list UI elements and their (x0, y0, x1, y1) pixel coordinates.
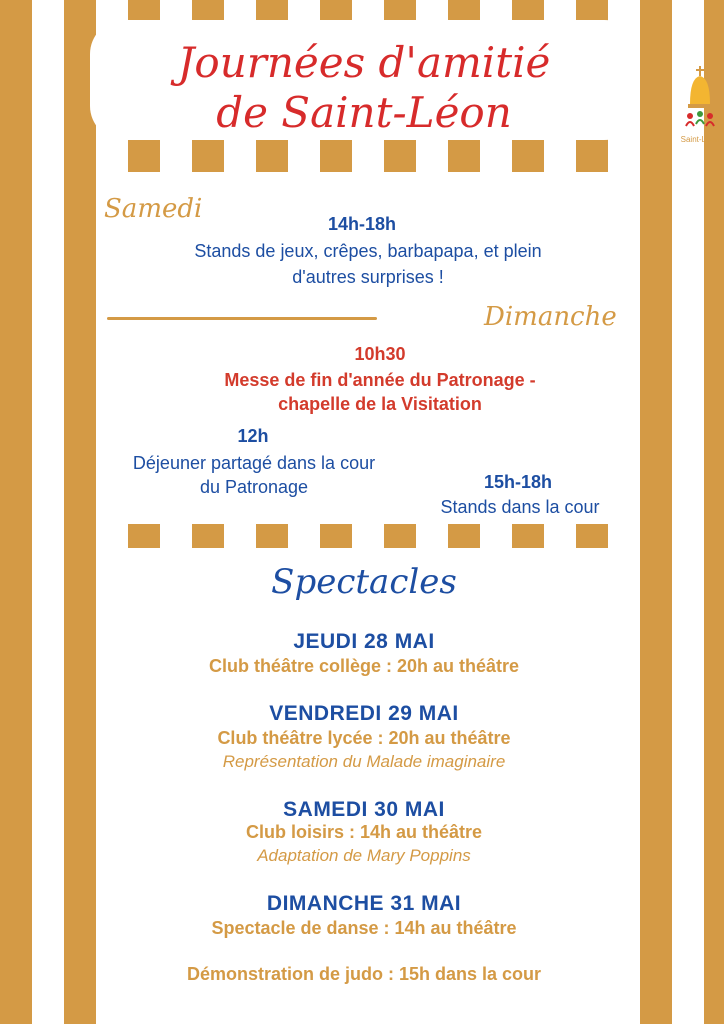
saturday-desc-1: Stands de jeux, crêpes, barbapapa, et plein (194, 241, 542, 261)
show-event-4: Spectacle de danse : 14h au théâtre (211, 918, 517, 938)
spectacles-panel (108, 548, 620, 1024)
logo-text: Saint-Léon (680, 135, 720, 144)
show-date-2: VENDREDI 29 MAI (269, 702, 459, 725)
church-dome-icon (676, 64, 724, 134)
show-date-4: DIMANCHE 31 MAI (266, 892, 462, 915)
spectacles-heading: Spectacles (271, 562, 457, 602)
title-line-2: de Saint-Léon (216, 88, 512, 137)
lunch-line-2: du Patronage (199, 477, 309, 497)
stands-time: 15h-18h (483, 472, 553, 492)
lunch-time: 12h (237, 426, 269, 446)
mass-line-1: Messe de fin d'année du Patronage - (224, 370, 536, 390)
lunch-line-1: Déjeuner partagé dans la cour (132, 453, 376, 473)
saturday-heading: Samedi (104, 194, 203, 224)
sunday-heading: Dimanche (484, 302, 617, 332)
show-event-3: Club loisirs : 14h au théâtre (245, 822, 483, 842)
show-date-3: SAMEDI 30 MAI (283, 798, 445, 821)
show-note-3: Adaptation de Mary Poppins (257, 846, 471, 865)
show-event-2: Club théâtre lycée : 20h au théâtre (217, 728, 511, 748)
saint-leon-logo (676, 64, 724, 144)
show-date-1: JEUDI 28 MAI (293, 630, 435, 653)
show-note-2: Représentation du Malade imaginaire (222, 752, 506, 771)
stands-line-1: Stands dans la cour (440, 497, 600, 517)
title-line-1: Journées d'amitié (177, 38, 551, 87)
title-banner (90, 20, 720, 144)
section-divider (107, 317, 377, 320)
judo-demo: Démonstration de judo : 15h dans la cour (186, 964, 542, 984)
mass-time: 10h30 (354, 344, 406, 364)
show-event-1: Club théâtre collège : 20h au théâtre (208, 656, 520, 676)
saturday-time: 14h-18h (327, 214, 397, 234)
mass-line-2: chapelle de la Visitation (278, 394, 482, 414)
saturday-desc-2: d'autres surprises ! (292, 267, 444, 287)
